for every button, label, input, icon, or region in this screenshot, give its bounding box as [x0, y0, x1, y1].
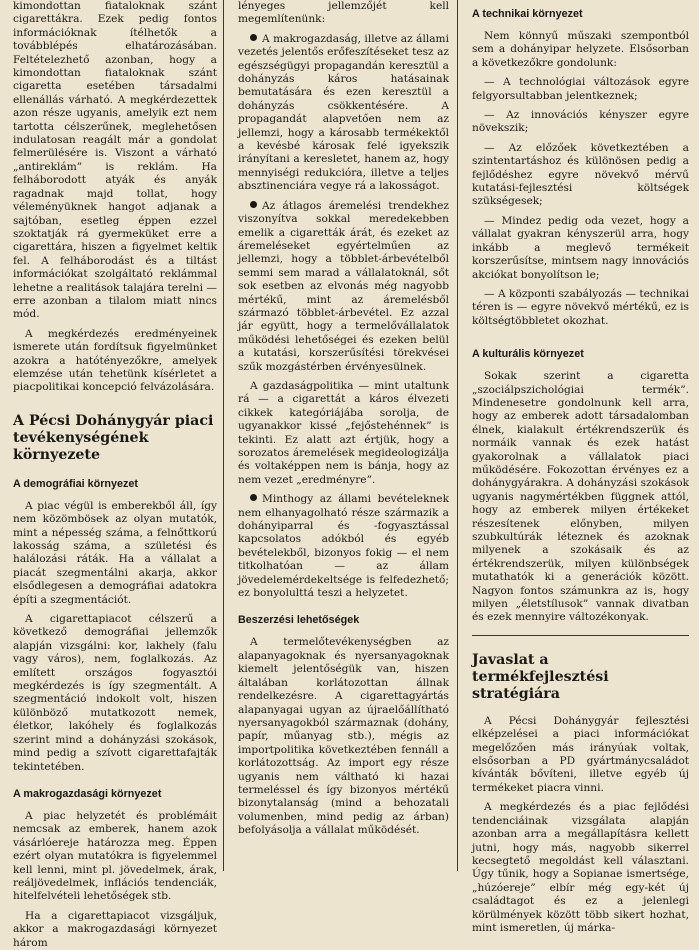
heading-kulturalis: A kulturális környezet [472, 348, 584, 361]
paragraph: A gazdaságpolitika — mint utaltunk rá — a cigarettát a káros élvezeti cikkek kategóriájába sorolja, de ugyanakkor kissé „fejőstehénnek” is tekinti. Ez alatt azt értjük, hogy a sorozatos áremelések megideologizálja és voltaképpen nem is bánja, hogy az nem vezet „eredményre”. [238, 379, 449, 486]
column-1 [0, 0, 224, 949]
paragraph: Sokak szerint a cigaretta „szociálpszichológiai termék”. Mindenesetre gondolnunk kell arra, hogy az emberek adott társadalomban élnek, kialakult értékrendszerük és normáik vannak és ezek hatást gyakorolnak a vállalatok piaci működésére. Fokozottan érvényes ez a dohánygyárakra. A dohányzási szokások ugyanis nagymértékben függnek attól, hogy az emberek milyen értékeket részesítenek előnyben, milyen szubkultúrák léteznek és azoknak milyenek a szokásaik és az értékrendszerük, milyen különbségek mutathatók ki a generációk között. Nagyon fontos számunkra az is, hogy milyen „életstílusok” vannak divatban és ezek mennyire változékonyak. [472, 370, 689, 624]
bullet-icon [250, 494, 257, 501]
bullet-icon [250, 34, 257, 41]
heading-demografiai: A demográfiai környezet [13, 477, 138, 490]
paragraph: Ha a cigarettapiacot vizsgáljuk, akkor a makrogazdasági környezet három [13, 909, 217, 949]
list-item: — Mindez pedig oda vezet, hogy a vállalat gyakran kényszerül arra, hogy inkább a meglevő termékeit korszerűsítse, mintsem nagy innovációs akciókat bonyolítson le; [472, 214, 689, 281]
list-item: — A technológiai változások egyre felgyorsultabban jelentkeznek; [472, 76, 689, 102]
list-item: — Az innovációs kényszer egyre növekszik; [472, 109, 689, 135]
bullet-text: Minthogy az állami bevételeknek nem elhanyagolható része származik a dohányiparral és -fogyasztással kapcsolatos adókból és egyéb bevételekből, bizonyos fokig — el nem titkolhatóan — az állam jövedelemérdekeltsége is felfedezhető; ez bonyolulttá teszi a helyzetet. [238, 493, 449, 600]
bullet-paragraph [238, 33, 449, 194]
section-title-javaslat: Javaslat a termékfejlesztési stratégiára [472, 651, 609, 702]
paragraph: A piac végül is emberekből áll, így nem közömbösek az olyan mutatók, mint a népesség száma, a felnőttkorú lakosság száma, a születési és halálozási ráták. Ha a vállalat a piacát szegmentálni akarja, akkor elsődlegesen a demográfiai adatokra építi a szegmentációt. [13, 499, 217, 606]
column-2 [224, 0, 458, 871]
heading-makrogazdasagi: A makrogazdasági környezet [13, 787, 162, 800]
list-item: — Az előzőek következtében a szintentartáshoz és különösen pedig a fejlődéshez egyre növekvő mérvű kutatási-fejlesztési költségek szükségesek; [472, 141, 689, 208]
paragraph: A piac helyzetét és problémáit nemcsak az emberek, hanem azok vásárlóereje határozza meg. Éppen ezért olyan mutatókra is figyelemmel kell lenni, mint pl. jövedelmek, árak, reáljövedelmek, inflációs tendenciák, hitelfelvételi lehetőségek stb. [13, 809, 217, 903]
section-divider [472, 635, 689, 636]
section-title: A Pécsi Dohánygyár piaci tevékenységének környezete [13, 412, 214, 463]
paragraph: lényeges jellemzőjét kell megemlítenünk: [238, 0, 449, 26]
bullet-paragraph [238, 493, 449, 600]
paragraph: A megkérdezés eredményeinek ismerete után fordítsuk figyelmünket azokra a hatótényezőkre, amelyek elemzése után tehetünk kísérletet a piacpolitikai koncepció felvázolására. [13, 327, 217, 394]
paragraph: A megkérdezés és a piac fejlődési tendenciáinak vizsgálata alapján azonban arra a megállapításra kellett jutni, hogy más, nagyobb sikerrel kecsegtető megoldást kell választani. Úgy tűnik, hogy a Sopianae ismertsége, „húzóereje” elbír még egy-két új családtagot és ez a jelenlegi körülmények között több sikert hozhat, mint ismeretlen, új márka- [472, 801, 689, 934]
heading-technikai: A technikai környezet [472, 8, 583, 20]
paragraph: A Pécsi Dohánygyár fejlesztési elképzelései a piaci információkat megelőzően más irányúak voltak, elsősorban a PD gyártmánycsaládot kívánták bővíteni, illetve egyéb új termékeket piacra vinni. [472, 714, 689, 794]
heading-beszerzesi: Beszerzési lehetőségek [238, 614, 360, 627]
bullet-paragraph [238, 200, 449, 374]
paragraph: Nem könnyű műszaki szempontból sem a dohányipar helyzete. Elsősorban a következőkre gondolunk: [472, 30, 689, 69]
paragraph: A termelőtevékenységben az alapanyagoknak és nyersanyagoknak kiemelt jelentőségük van, hiszen általában korlátozottan állnak rendelkezésre. A cigarettagyártás alapanyagai ugyan az újraelőállítható nyersanyagokból származnak (dohány, papír, műanyag stb.), mégis az importpolitika következtében fennáll a korlátozottság. Az import egy része ugyanis nem váltható ki hazai termeléssel és így bizonyos mértékű bizonytalanság (mind a behozatali volumenben, mind pedig az árban) befolyásolja a vállalat működését. [238, 636, 449, 837]
paragraph: A cigarettapiacot célszerű a következő demográfiai jellemzők alapján vizsgálni: kor, lakhely (falu vagy város), nem, foglalkozás. Az említett országos fogyasztói megkérdezés is így szegmentált. A szegmentáció indokolt volt, hiszen különböző mutatkozott nemek, életkor, lakóhely és foglalkozás szerint mind a dohányzási szokások, mind pedig a szívott cigarettafajták tekintetében. [13, 613, 217, 773]
bullet-text: Az átlagos áremelési trendekhez viszonyítva sokkal meredekebben emelik a cigaretták árát, és ezeket az áremeléseket egyértelműen az jellemzi, hogy a többlet-árbevételből semmi sem marad a vállalatoknál, sőt sok esetben az elvonás még nagyobb mértékű, mint az áremelésből származó többlet-árbevétel. Ez azzal jár együtt, hogy a termelővállalatok működési lehetőségei és ezeken belül a kutatási, korszerűsítési törekvései szűk mozgástérben érvényesülnek. [238, 199, 449, 373]
paragraph: kimondottan fiataloknak szánt cigarettákra. Ezek pedig fontos információknak ítélhetők a továbblépés elhatározásában. Feltételezhető azonban, hogy a kimondottan fiataloknak szánt cigaretta esetében társadalmi ellenállás várható. A megkérdezettek azon része ugyanis, amelyik ezt nem tartotta célszerűnek, meglehetősen indulatosan reagált már a gondolat felmerülésére is. Viszont a várható „antireklám” is reklám. Ha felháborodott atyák és anyák ragadnak majd tollat, hogy véleményüknek hangot adjanak a sajtóban, esetleg éppen ezzel szoktatják rá gyermeküket erre a cigarettára, hiszen a figyelmet keltik fel. A felháborodást és a tiltást információkat szolgáltató reklámmal lehetne a realitások talajára terelni — erre azonban a tilalom miatt nincs mód. [13, 0, 217, 321]
column-3 [458, 0, 699, 934]
bullet-icon [250, 201, 257, 208]
bullet-text: A makrogazdaság, illetve az állami vezetés jelentős erőfeszítéseket tesz az egészségügyi propagandán keresztül a dohányzás káros hatásainak bemutatására és ezen keresztül a dohányzás csökkentésére. A propagandát alapvetően nem az jellemzi, hogy a károsabb termékektől a kevésbé károsak felé igyekszik irányítani a keresletet, hanem az, hogy mennyiségi redukcióra, illetve a teljes absztinenciára vegye rá a lakosságot. [238, 32, 449, 193]
list-item: — A központi szabályozás — technikai téren is — egyre növekvő mértékű, ez is költségtöbbletet okozhat. [472, 287, 689, 327]
